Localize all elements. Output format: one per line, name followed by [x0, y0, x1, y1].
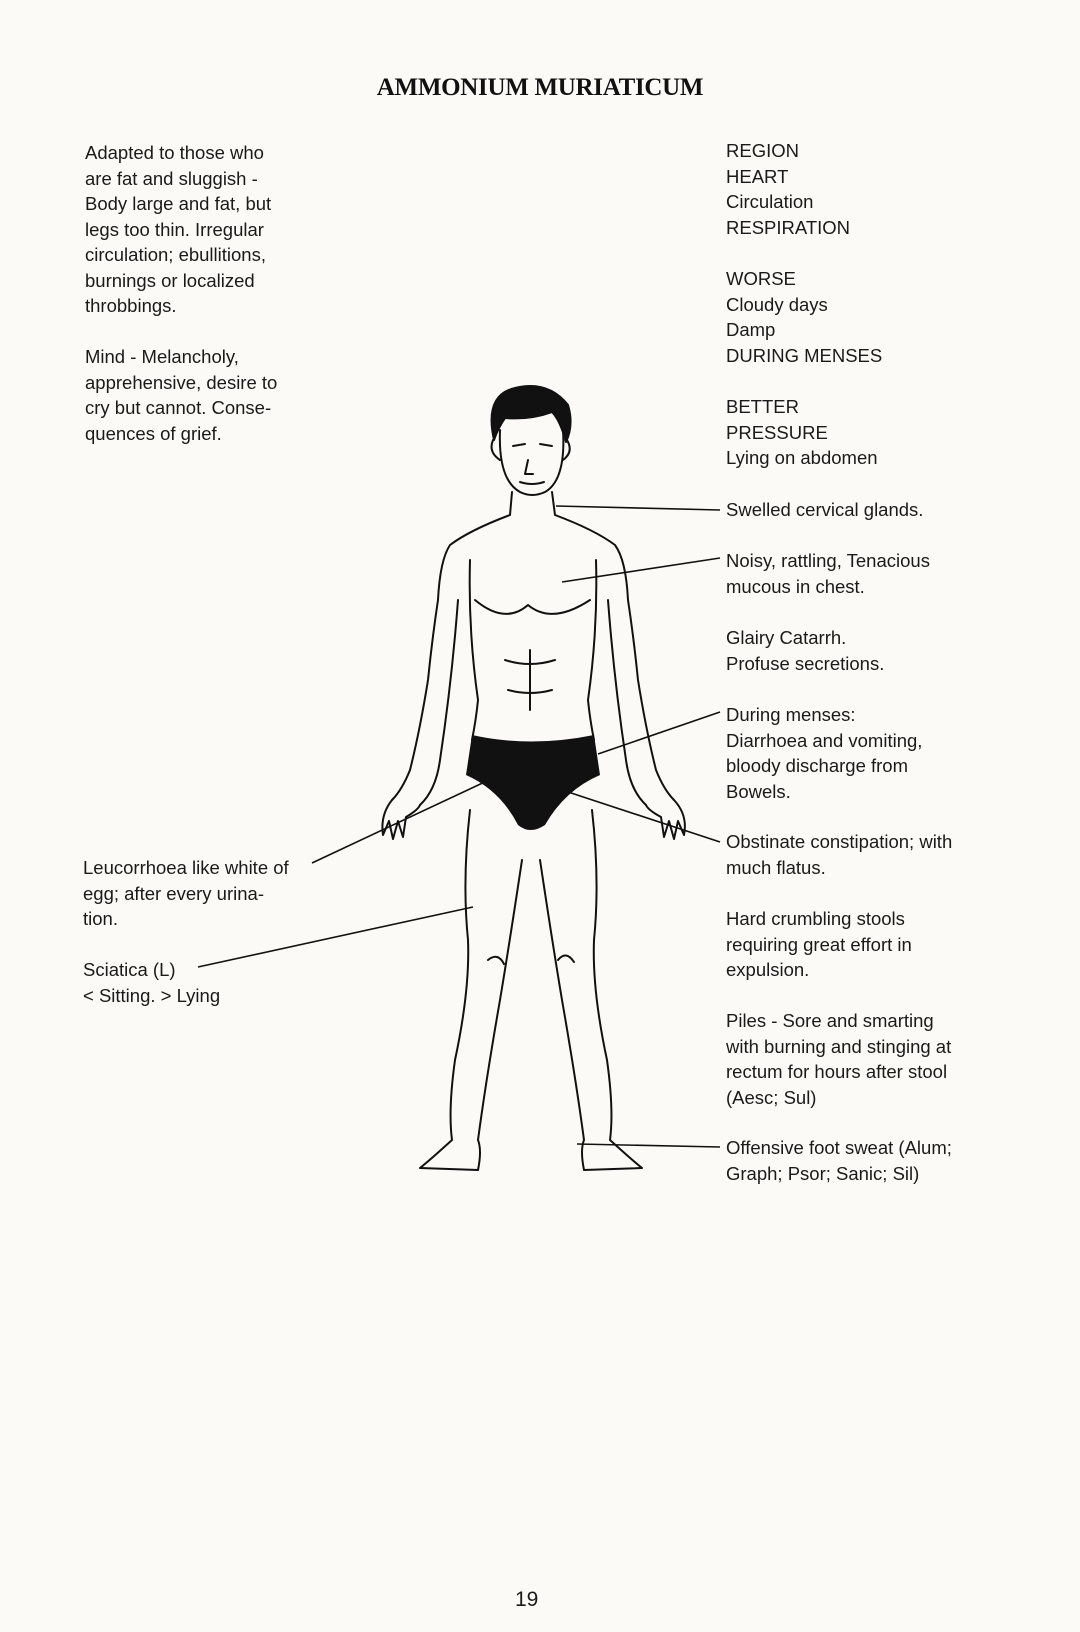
piles-text — [726, 1008, 951, 1110]
text-line: Hard crumbling stools — [726, 908, 905, 929]
text-line: Piles - Sore and smarting — [726, 1010, 934, 1031]
text-line: Damp — [726, 319, 776, 340]
text-line: (Aesc; Sul) — [726, 1086, 817, 1108]
page-title: AMMONIUM MURIATICUM — [376, 74, 704, 101]
text-line: REGION — [726, 140, 799, 161]
catarrh-text — [726, 625, 884, 676]
text-line: tion. — [83, 908, 118, 929]
text-line: burnings or localized — [85, 269, 255, 291]
figure-hair — [492, 386, 571, 442]
text-line: are fat and sluggish - — [85, 167, 258, 189]
text-line: DURING MENSES — [726, 344, 883, 366]
text-line: During menses: — [726, 704, 856, 725]
text-line: Mind - Melancholy, — [85, 346, 239, 367]
text-line: apprehensive, desire to — [85, 371, 278, 393]
foot-sweat-text — [726, 1135, 952, 1186]
text-line: Circulation — [726, 191, 814, 212]
neck-text — [726, 497, 923, 523]
text-line: Cloudy days — [726, 293, 828, 315]
text-line: quences of grief. — [85, 422, 222, 444]
text-line: Leucorrhoea like white of — [83, 857, 289, 878]
text-line: Diarrhoea and vomiting, — [726, 729, 923, 751]
leader-lines — [198, 506, 720, 1147]
text-line: Glairy Catarrh. — [726, 627, 847, 648]
figure-head — [500, 430, 564, 495]
menses-text — [726, 702, 922, 804]
text-line: throbbings. — [85, 295, 177, 316]
figure-briefs — [466, 735, 600, 830]
text-line: RESPIRATION — [726, 216, 851, 238]
sciatica-text — [83, 957, 220, 1008]
text-line: rectum for hours after stool — [726, 1061, 948, 1082]
text-line: Adapted to those who — [85, 142, 264, 163]
leucorrhoea-text — [83, 855, 289, 932]
text-line: bloody discharge from — [726, 755, 909, 776]
text-line: BETTER — [726, 396, 799, 417]
chest-text — [726, 548, 930, 599]
text-line: legs too thin. Irregular — [85, 218, 264, 240]
text-line: Offensive foot sweat (Alum; — [726, 1137, 952, 1158]
page-number: 19 — [515, 1588, 539, 1611]
text-line: WORSE — [726, 268, 796, 289]
text-line: with burning and stinging at — [726, 1035, 952, 1057]
text-line: mucous in chest. — [726, 575, 865, 597]
text-line: Bowels. — [726, 780, 791, 802]
figure-legs — [420, 810, 642, 1170]
text-line: much flatus. — [726, 856, 826, 878]
stools-text — [726, 906, 912, 983]
text-line: HEART — [726, 165, 789, 187]
text-line: Graph; Psor; Sanic; Sil) — [726, 1162, 920, 1184]
text-line: Lying on abdomen — [726, 447, 878, 468]
text-line: expulsion. — [726, 959, 810, 980]
region-list — [726, 138, 850, 240]
worse-list — [726, 266, 882, 368]
text-line: PRESSURE — [726, 421, 828, 443]
text-line: Obstinate constipation; with — [726, 831, 953, 852]
text-line: Swelled cervical glands. — [726, 499, 924, 520]
text-line: < Sitting. > Lying — [83, 984, 221, 1006]
text-line: egg; after every urina- — [83, 882, 264, 904]
text-line: Profuse secretions. — [726, 652, 885, 674]
better-list — [726, 394, 878, 471]
text-line: Sciatica (L) — [83, 959, 176, 980]
text-line: Noisy, rattling, Tenacious — [726, 550, 930, 571]
constitution-text — [85, 140, 271, 319]
text-line: Body large and fat, but — [85, 193, 272, 214]
text-line: circulation; ebullitions, — [85, 244, 266, 265]
text-line: cry but cannot. Conse- — [85, 397, 272, 418]
text-line: requiring great effort in — [726, 933, 912, 955]
constipation-text — [726, 829, 952, 880]
mind-text — [85, 344, 277, 446]
